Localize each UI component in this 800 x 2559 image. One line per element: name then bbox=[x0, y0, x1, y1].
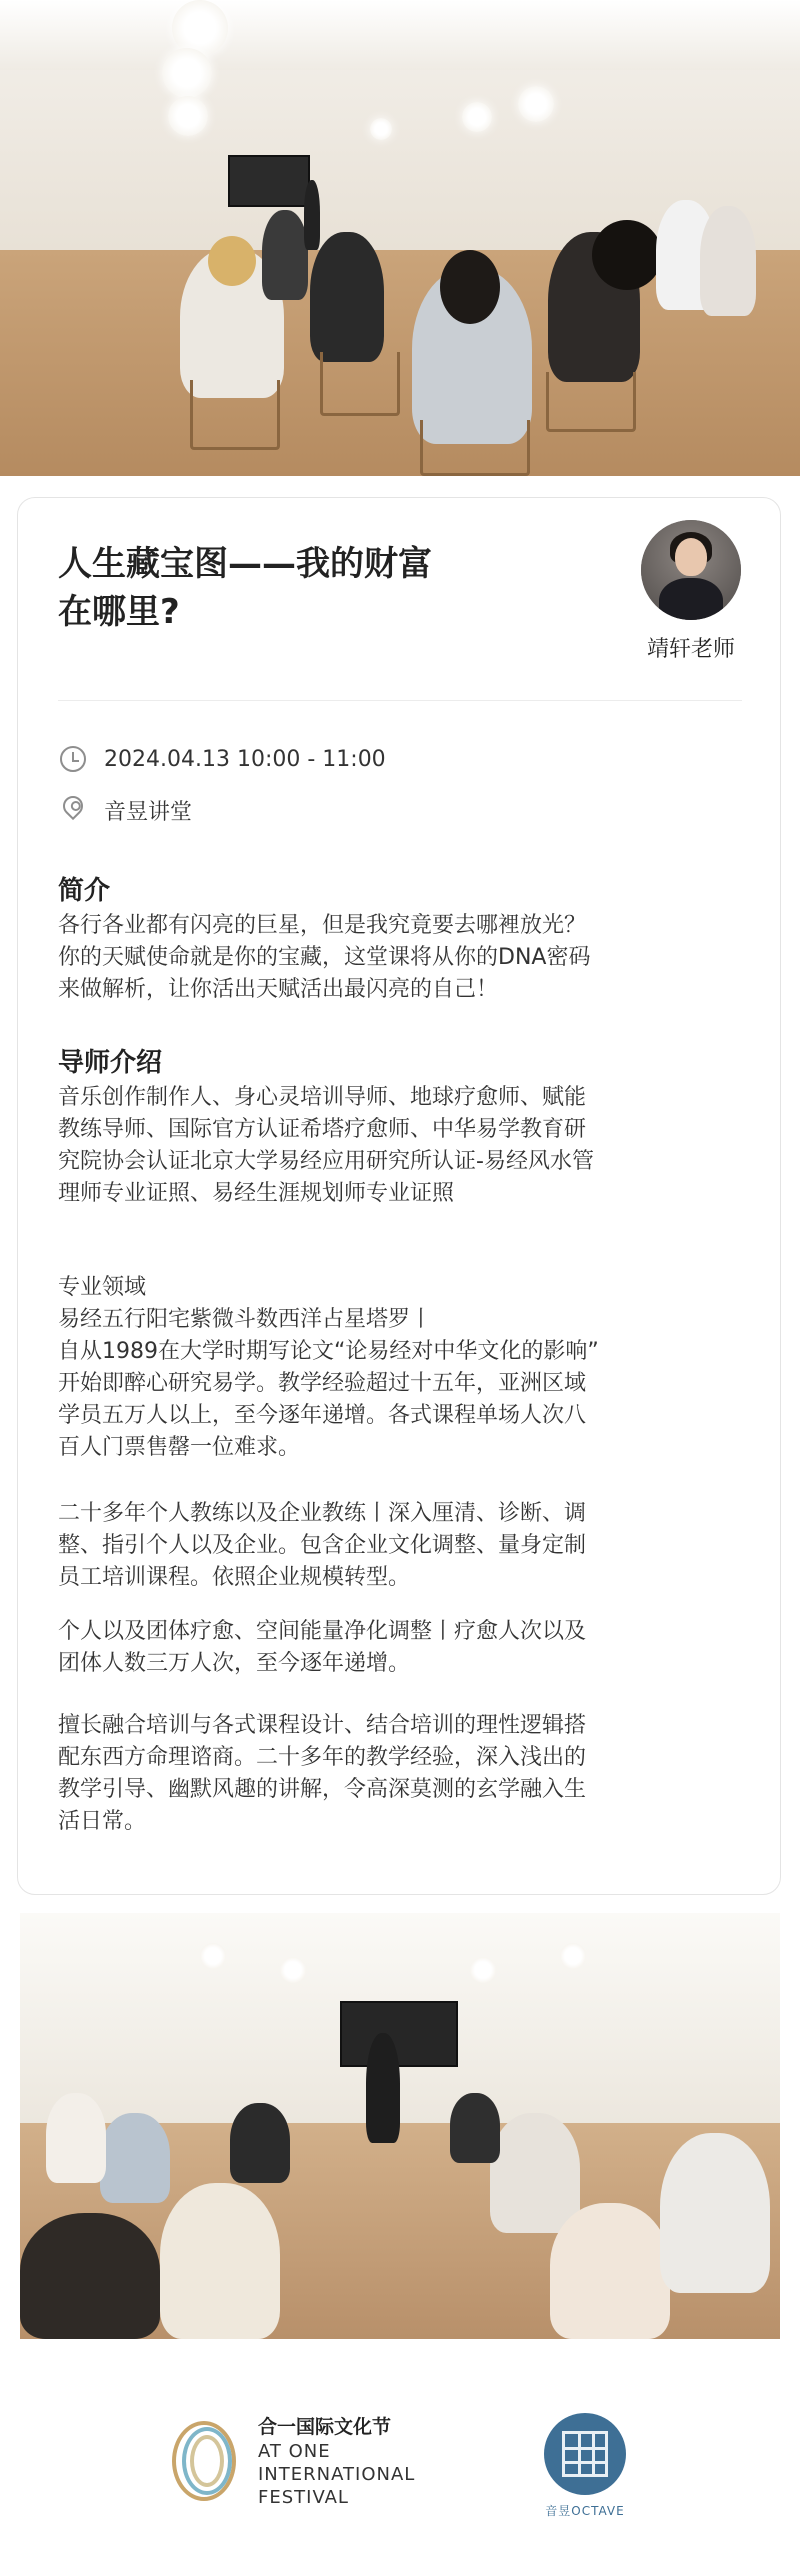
divider bbox=[58, 700, 742, 701]
event-datetime: 2024.04.13 10:00 - 11:00 bbox=[104, 746, 386, 772]
mentor-expertise: 专业领域 易经五行阳宅紫微斗数西洋占星塔罗丨 自从1989在大学时期写论文“论易经对中华文化的影响” 开始即醉心研究易学。教学经验超过十五年，亚洲区域 学员五万人以上，至今逐年递增。各式课程单场人次八 百人门票售罄一位难求。 bbox=[58, 1275, 599, 1460]
datetime-row bbox=[58, 742, 386, 776]
mentor-credentials: 音乐创作制作人、身心灵培训导师、地球疗愈师、赋能 教练导师、国际官方认证希塔疗愈师、中华易学教育研 究院协会认证北京大学易经应用研究所认证-易经风水管 理师专业证照、易经生涯规划师专业证照 bbox=[58, 1085, 594, 1206]
festival-name-en-2: INTERNATIONAL bbox=[258, 2464, 416, 2485]
mentor-coaching: 二十多年个人教练以及企业教练丨深入厘清、诊断、调 整、指引个人以及企业。包含企业文化调整、量身定制 员工培训课程。依照企业规模转型。 bbox=[58, 1501, 587, 1590]
at-one-festival-logo bbox=[168, 2413, 244, 2509]
event-card bbox=[17, 497, 781, 1895]
event-title-line1: 人生藏宝图——我的财富 bbox=[58, 544, 432, 584]
location-row bbox=[58, 793, 192, 827]
festival-name-cn: 合一国际文化节 bbox=[258, 2416, 392, 2438]
festival-name-en-1: AT ONE bbox=[258, 2441, 331, 2462]
festival-name-en-3: FESTIVAL bbox=[258, 2487, 349, 2508]
hero-photo bbox=[0, 0, 800, 476]
event-title bbox=[58, 540, 578, 636]
event-location: 音昱讲堂 bbox=[104, 799, 193, 825]
classroom-photo bbox=[20, 1913, 780, 2339]
clock-icon bbox=[58, 744, 88, 774]
intro-heading: 简介 bbox=[58, 876, 111, 906]
intro-text: 各行各业都有闪亮的巨星，但是我究竟要去哪裡放光？ 你的天赋使命就是你的宝藏，这堂课将从你的DNA密码 来做解析，让你活出天赋活出最闪亮的自己！ bbox=[58, 913, 591, 1002]
mentor-teaching: 擅长融合培训与各式课程设计、结合培训的理性逻辑搭 配东西方命理谘商。二十多年的教学经验，深入浅出的 教学引导、幽默风趣的讲解，令高深莫测的玄学融入生 活日常。 bbox=[58, 1713, 587, 1834]
festival-name bbox=[258, 2414, 478, 2509]
octave-logo bbox=[544, 2413, 626, 2495]
mentor-healing: 个人以及团体疗愈、空间能量净化调整丨疗愈人次以及 团体人数三万人次，至今逐年递增。 bbox=[58, 1619, 587, 1676]
octave-label: 音昱OCTAVE bbox=[545, 2504, 625, 2518]
mentor-heading: 导师介绍 bbox=[58, 1048, 163, 1078]
teacher-avatar bbox=[641, 520, 741, 620]
event-title-line2: 在哪里? bbox=[58, 592, 180, 632]
location-pin-icon bbox=[58, 795, 88, 825]
teacher-name: 靖轩老师 bbox=[646, 637, 735, 662]
